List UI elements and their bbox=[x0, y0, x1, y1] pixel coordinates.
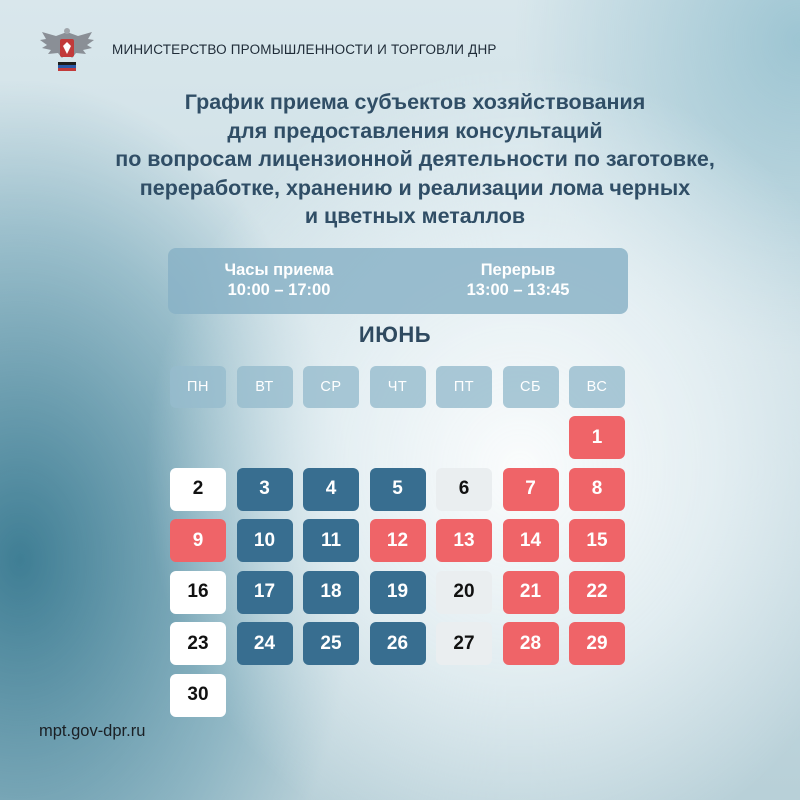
calendar-day: 19 bbox=[370, 571, 426, 614]
title-line: по вопросам лицензионной деятельности по заготовке, bbox=[115, 147, 715, 171]
weekday-label: ВТ bbox=[237, 366, 293, 408]
reception-hours-value: 10:00 – 17:00 bbox=[227, 281, 331, 299]
calendar-day: 12 bbox=[370, 519, 426, 562]
break-label: Перерыв bbox=[480, 261, 556, 279]
calendar-day: 15 bbox=[569, 519, 625, 562]
calendar-day: 5 bbox=[370, 468, 426, 511]
calendar-day: 8 bbox=[569, 468, 625, 511]
website-link[interactable]: mpt.gov-dpr.ru bbox=[39, 722, 146, 740]
dpr-coat-of-arms-icon bbox=[38, 26, 96, 72]
title-line: для предоставления консультаций bbox=[227, 118, 603, 143]
title-line: и цветных металлов bbox=[304, 204, 526, 228]
calendar-day: 26 bbox=[370, 622, 426, 665]
break-hours bbox=[438, 260, 598, 300]
calendar-day: 21 bbox=[503, 571, 559, 614]
calendar-day: 23 bbox=[170, 622, 226, 665]
calendar-day: 20 bbox=[436, 571, 492, 614]
header bbox=[38, 26, 497, 72]
calendar-day: 27 bbox=[436, 622, 492, 665]
weekday-label: СР bbox=[303, 366, 359, 408]
calendar-day: 17 bbox=[237, 571, 293, 614]
calendar-day: 18 bbox=[303, 571, 359, 614]
calendar-day: 3 bbox=[237, 468, 293, 511]
reception-hours bbox=[198, 260, 360, 300]
calendar-day: 16 bbox=[170, 571, 226, 614]
calendar-day: 22 bbox=[569, 571, 625, 614]
calendar-day: 2 bbox=[170, 468, 226, 511]
calendar-day: 24 bbox=[237, 622, 293, 665]
weekday-label: СБ bbox=[503, 366, 559, 408]
page-title bbox=[0, 88, 800, 231]
calendar-day: 13 bbox=[436, 519, 492, 562]
calendar-grid bbox=[170, 366, 628, 776]
calendar-day: 7 bbox=[503, 468, 559, 511]
title-line: График приема субъектов хозяйствования bbox=[184, 90, 646, 114]
break-value: 13:00 – 13:45 bbox=[466, 281, 570, 299]
calendar-day: 29 bbox=[569, 622, 625, 665]
month-title: ИЮНЬ bbox=[358, 322, 432, 347]
calendar-day: 1 bbox=[569, 416, 625, 459]
calendar-day: 28 bbox=[503, 622, 559, 665]
calendar-day: 30 bbox=[170, 674, 226, 717]
calendar-day: 9 bbox=[170, 519, 226, 562]
ministry-name: МИНИСТЕРСТВО ПРОМЫШЛЕННОСТИ И ТОРГОВЛИ ДНР bbox=[112, 41, 497, 57]
title-line: переработке, хранению и реализации лома черных bbox=[139, 175, 691, 200]
calendar-day: 14 bbox=[503, 519, 559, 562]
weekday-label: ПН bbox=[170, 366, 226, 408]
calendar-day: 4 bbox=[303, 468, 359, 511]
weekday-label: ЧТ bbox=[370, 366, 426, 408]
calendar-day: 11 bbox=[303, 519, 359, 562]
reception-hours-label: Часы приема bbox=[224, 261, 334, 279]
hours-panel bbox=[168, 248, 628, 314]
weekday-label: ВС bbox=[569, 366, 625, 408]
calendar-day: 6 bbox=[436, 468, 492, 511]
calendar-day: 25 bbox=[303, 622, 359, 665]
weekday-label: ПТ bbox=[436, 366, 492, 408]
calendar-day: 10 bbox=[237, 519, 293, 562]
